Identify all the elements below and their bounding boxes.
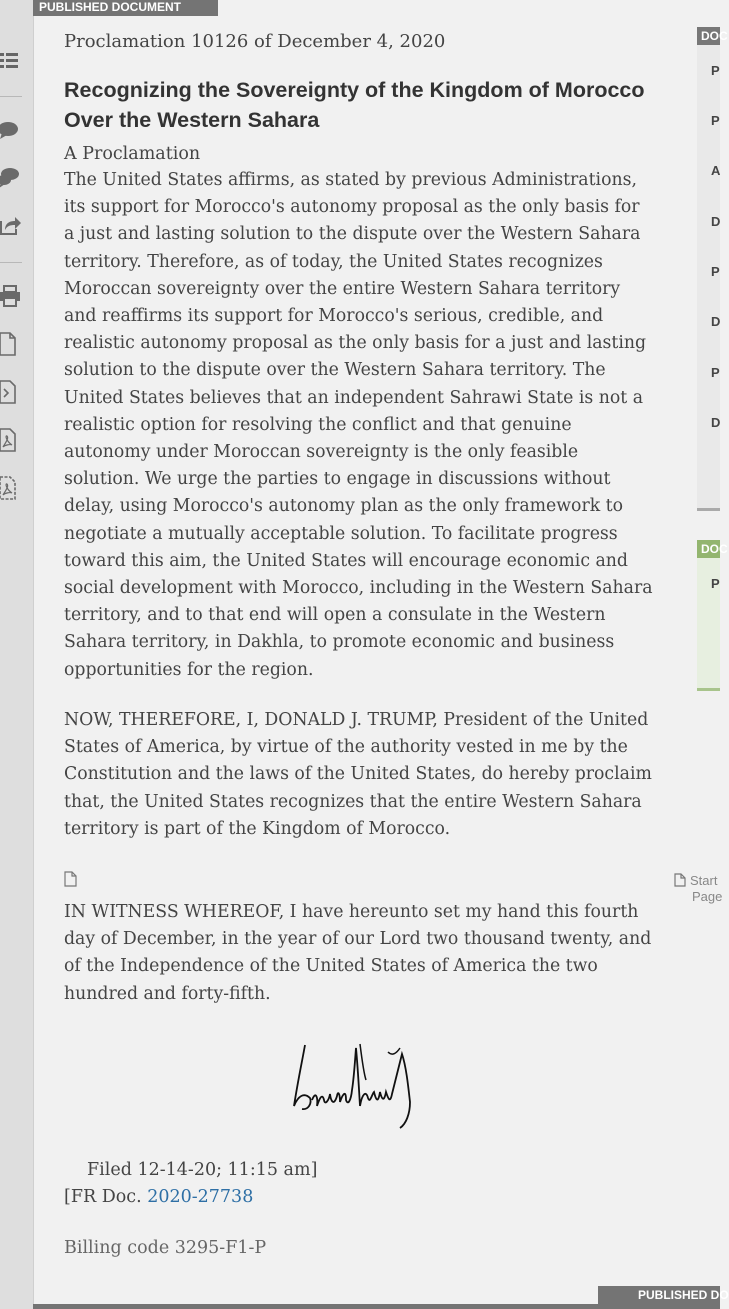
details-item: P	[711, 63, 720, 78]
xml-icon[interactable]	[0, 380, 22, 404]
fr-doc-line	[64, 1187, 253, 1207]
document-kicker: A Proclamation	[64, 144, 201, 164]
signature-image	[288, 1040, 418, 1136]
document-citation: Proclamation 10126 of December 4, 2020	[64, 31, 446, 52]
details-item: D	[711, 314, 721, 329]
start-page-link[interactable]	[690, 873, 722, 905]
bottom-border	[33, 1304, 720, 1309]
document-statistics-box	[697, 540, 728, 691]
billing-code: Billing code 3295-F1-P	[64, 1238, 267, 1258]
start-page-icon	[674, 872, 686, 891]
statistics-item: P	[711, 576, 720, 591]
document-details-box	[697, 27, 728, 511]
left-toolbar	[0, 0, 34, 1309]
menu-icon[interactable]	[0, 48, 22, 72]
pdf-icon[interactable]	[0, 428, 22, 452]
body-paragraph: The United States affirms, as stated by previous Administrations, its support for Morocco's autonomy proposal as the only basis for a just and lasting solution to the dispute over the Western Sahara territory. Therefore, as of today, the United States recognizes Moroccan sovereignty over the entire Western Sahara territory and reaffirms its support for Morocco's serious, credible, and realistic autonomy proposal as the only basis for a just and lasting solution to the dispute over the Western Sahara territory. The United States believes that an independent Sahrawi State is not a realistic option for resolving the conflict and that genuine autonomy under Moroccan sovereignty is the only feasible solution. We urge the parties to engage in discussions without delay, using Morocco's autonomy plan as the only framework to negotiate a mutually acceptable solution. To facilitate progress toward this aim, the United States will encourage economic and social development with Morocco, including in the Western Sahara territory, and to that end will open a consulate in the Western Sahara territory, in Dakhla, to promote economic and business opportunities for the region.	[64, 170, 653, 680]
fr-doc-prefix: [FR Doc.	[64, 1187, 148, 1207]
public-inspection-pdf-icon[interactable]	[0, 476, 22, 500]
details-item: D	[711, 214, 721, 229]
details-item: D	[711, 415, 721, 430]
published-document-tab: PUBLISHED DOCUMENT	[33, 0, 218, 16]
comments-icon[interactable]	[0, 165, 22, 189]
details-item: P	[711, 365, 720, 380]
toolbar-divider	[0, 262, 22, 263]
details-item: P	[711, 113, 720, 128]
details-item: A	[711, 163, 721, 178]
box-header: DOC	[697, 540, 720, 558]
witness-paragraph: IN WITNESS WHEREOF, I have hereunto set my hand this fourth day of December, in the year of our Lord two thousand twenty, and of the Independence of the United States of America the two hundred and forty-fifth.	[64, 902, 652, 1004]
document-icon[interactable]	[0, 332, 22, 356]
fr-doc-link[interactable]: 2020-27738	[147, 1187, 254, 1207]
start-page-label: Start	[690, 873, 718, 888]
page-break-icon	[64, 871, 77, 891]
print-icon[interactable]	[0, 284, 22, 308]
published-document-tab-bottom: PUBLISHED DO	[598, 1286, 720, 1304]
box-header: DOC	[697, 27, 720, 45]
document-title: Recognizing the Sovereignty of the Kingdom of Morocco Over the Western Sahara	[64, 78, 645, 132]
toolbar-divider	[0, 96, 22, 97]
body-paragraph: NOW, THEREFORE, I, DONALD J. TRUMP, President of the United States of America, by virtue of the authority vested in me by the Constitution and the laws of the United States, do hereby proclaim that, the United States recognizes that the entire Western Sahara territory is part of the Kingdom of Morocco.	[64, 710, 652, 839]
comment-icon[interactable]	[0, 118, 22, 142]
start-page-label: Page	[692, 889, 723, 904]
details-item: P	[711, 264, 720, 279]
share-icon[interactable]	[0, 213, 22, 237]
filed-date: Filed 12-14-20; 11:15 am]	[87, 1160, 318, 1180]
